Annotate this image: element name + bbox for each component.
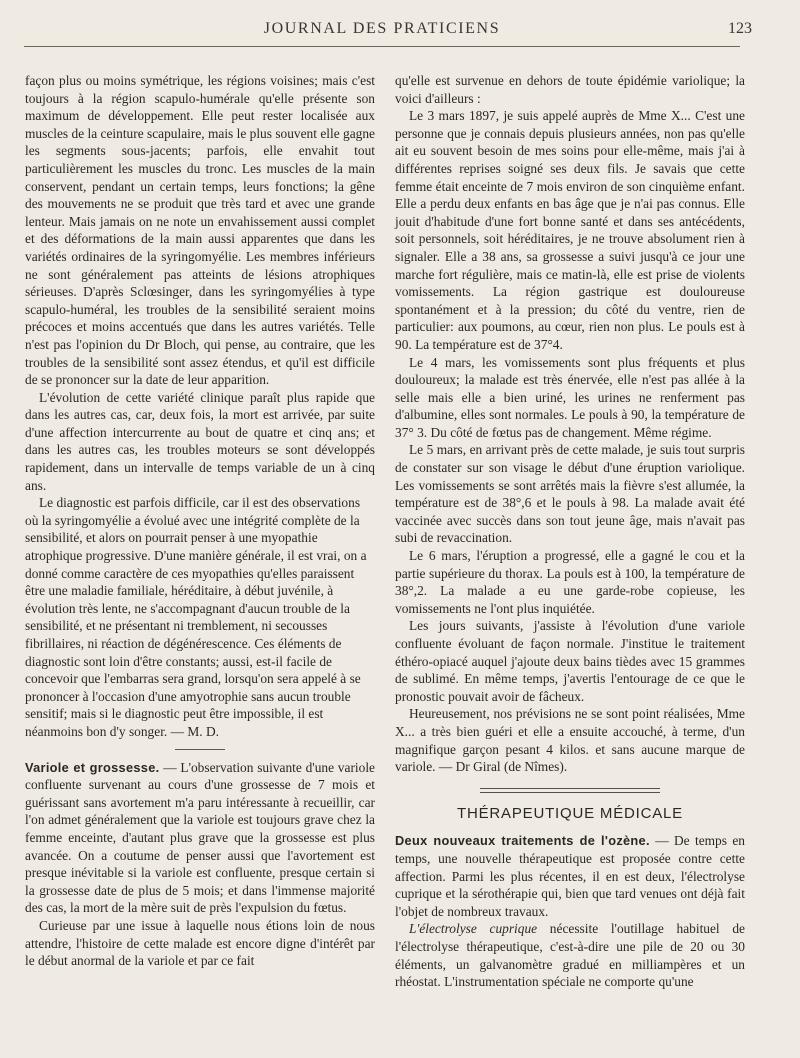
paragraph: L'évolution de cette variété clinique paraît plus rapide que dans les autres cas, car, deux fois, la mort est arrivée, par suite d'une affection intercurrente au bout de quatre et cinq ans; et dans les autres cas, les troubles moteurs se sont développés rapidement, dans un intervalle de temps variable de un à cinq ans. bbox=[25, 389, 375, 493]
header-rule bbox=[24, 46, 740, 47]
italic-term: L'électrolyse cuprique bbox=[409, 921, 538, 937]
paragraph: Le 6 mars, l'éruption a progressé, elle a gagné le cou et la partie supérieure du thorax. La pouls est à 100, la température de 38°,2. La malade a eu une garde-robe copieuse, les vomissements ne l'ont plus inquiétée. bbox=[395, 548, 745, 616]
article-heading-ozene: Deux nouveaux traitements de l'ozène. bbox=[395, 833, 650, 849]
paragraph: Heureusement, nos prévisions ne se sont point réalisées, Mme X... a très bien guéri et elle a ensuite accouché, à terme, d'un magnifique garçon pesant 4 kilos. et sans aucune marque de variole. — Dr Giral (de Nîmes). bbox=[395, 706, 745, 775]
paragraph-text: — De temps en temps, une nouvelle thérapeutique est proposée contre cette affection. Parmi les plus récentes, il en est deux, l'électrolyse cuprique et la sérothérapie qui, bien que tard venues ont déjà fait l'objet de nombreux travaux. bbox=[395, 833, 745, 919]
paragraph: façon plus ou moins symétrique, les régions voisines; mais c'est toujours à la région scapulo-humérale qu'elle présente son maximum de développement. Elle peut rester localisée aux muscles de la ceinture scapulaire, mais le plus souvent elle gagne les segments sous-jacents; parfois, elle envahit tout particulièrement les muscles du tronc. Les muscles de la main conservent, pendant un certain temps, leurs fonctions; la gêne des mouvements ne se produit que très tard et avec une grande lenteur. Mais jamais on ne note un envahissement aussi complet et des déformations de la main aussi apparentes que dans les variétés ordinaires de la syringomyélie. Les membres inférieurs ne sont généralement pas atteints de lésions atrophiques sérieuses. D'après Sclœsinger, dans les syringomyélies à type scapulo-huméral, les troubles de la sensibilité seraient moins précoces et moins accentués que dans les autres variétés. Telle n'est pas l'opinion du Dr Bloch, qui pense, au contraire, que les troubles de la sensibilité sont assez étendus, et qu'il est difficile de se prononcer sur la date de leur apparition. bbox=[25, 73, 375, 388]
article-heading-variole: Variole et grossesse. bbox=[25, 759, 160, 775]
paragraph: Le diagnostic est parfois difficile, car il est des observations où la syringomyélie a évolué avec une intégrité complète de la sensibilité, et alors on pourrait penser à une myopathie atrophique progressive. D'une manière générale, il est vrai, on a donné comme caractère de ces myopathies qu'elles paraissent être une maladie familiale, héréditaire, à début juvénile, à évolution très lente, ne s'accompagnant d'aucun trouble de la sensibilité, et ne présentant ni tremblement, ni secousses fibrillaires, ni réaction de dégénérescence. Ces éléments de diagnostic sont loin d'être constants; aussi, est-il facile de concevoir que l'embarras sera grand, lorsqu'on sera appelé à se prononcer à l'occasion d'une amyotrophie sans aucun trouble sensitif; mais si le diagnostic peut être impossible, il est néanmoins bon d'y songer. — M. D. bbox=[25, 495, 367, 739]
paragraph: Le 4 mars, les vomissements sont plus fréquents et plus douloureux; la malade est très énervée, elle n'est pas allée à la selle mais elle a bien uriné, les urines ne renferment pas d'albumine, elles sont normales. Le pouls à 90, la température de 37° 3. Du côté de fœtus pas de changement. Même régime. bbox=[395, 354, 745, 440]
paragraph: Le 5 mars, en arrivant près de cette malade, je suis tout surpris de constater sur son visage le début d'une éruption variolique. Les vomissements se sont arrêtés mais la fièvre s'est allumée, la température est de 38°,6 et le pouls à 98. La malade avait été vaccinée avec succès dans son tout jeune âge, mais n'avait pas subi de revaccination. bbox=[395, 442, 745, 546]
article-separator bbox=[175, 749, 225, 750]
section-rule bbox=[480, 788, 660, 793]
page-number: 123 bbox=[728, 20, 752, 37]
paragraph-ozene bbox=[395, 832, 745, 920]
paragraph: Les jours suivants, j'assiste à l'évolution d'une variole confluente évoluant de façon normale. J'institue le traitement éthéro-opiacé auquel j'ajoute deux bains tièdes avec 15 grammes de sublimé. En même temps, j'avertis l'entourage de ce que le pronostic pouvait avoir de fâcheux. bbox=[395, 618, 745, 704]
paragraph: qu'elle est survenue en dehors de toute épidémie variolique; la voici d'ailleurs : bbox=[395, 73, 745, 106]
paragraph-text: nécessite l'outillage habituel de l'électrolyse thérapeutique, c'est-à-dire une pile de 20 ou 30 éléments, un galvanomètre gradué en milliampères et un rhéostat. L'instrumentation spéciale ne comporte qu'une bbox=[395, 921, 745, 990]
paragraph: Le 3 mars 1897, je suis appelé auprès de Mme X... C'est une personne que je connais depuis plusieurs années, non pas qu'elle ait eu souvent besoin de mes soins pour elle-même, mais j'ai à différentes reprises soigné ses deux fils. Je savais que cette femme était enceinte de 7 mois environ de son cinquième enfant. Elle a perdu deux enfants en bas âge que je n'ai pas connus. Elle jouit d'habitude d'une fort bonne santé et dans ses antécédents, soit personnels, soit héréditaires, je ne trouve absolument rien à signaler. Elle a 38 ans, sa grossesse a suivi jusqu'à ce jour une marche fort régulière, mais ce matin-là, elle est prise de violents vomissements. La région gastrique est douloureuse spontanément et à la pression; du côté du ventre, rien de particulier: aux poumons, au cœur, rien non plus. Le pouls est à 90. La température est de 37°4. bbox=[395, 108, 745, 352]
paragraph-variole bbox=[25, 759, 375, 917]
left-column bbox=[25, 72, 375, 970]
running-title: JOURNAL DES PRATICIENS bbox=[263, 20, 501, 37]
right-column bbox=[395, 72, 745, 991]
paragraph-electrolyse bbox=[395, 920, 745, 990]
paragraph: Curieuse par une issue à laquelle nous étions loin de nous attendre, l'histoire de cette malade est encore digne d'intérêt par le début anormal de la variole et par ce fait bbox=[25, 917, 375, 969]
section-title: THÉRAPEUTIQUE MÉDICALE bbox=[457, 804, 683, 822]
paragraph-text: — L'observation suivante d'une variole confluente survenant au cours d'une grossesse de 7 mois et guérissant sans avortement m'a paru intéressante à recueillir, car l'on admet généralement que la variole est toujours grave chez la femme enceinte, d'autant plus grave que la grossesse est plus avancée. On a coutume de penser aussi que l'avortement est presque inévitable si la variole est confluente, presque certain si la grossesse date de plus de 5 mois; et dans l'immense majorité des cas, la mort de la mère suit de près l'expulsion du fœtus. bbox=[25, 759, 375, 916]
page-header bbox=[22, 20, 752, 42]
